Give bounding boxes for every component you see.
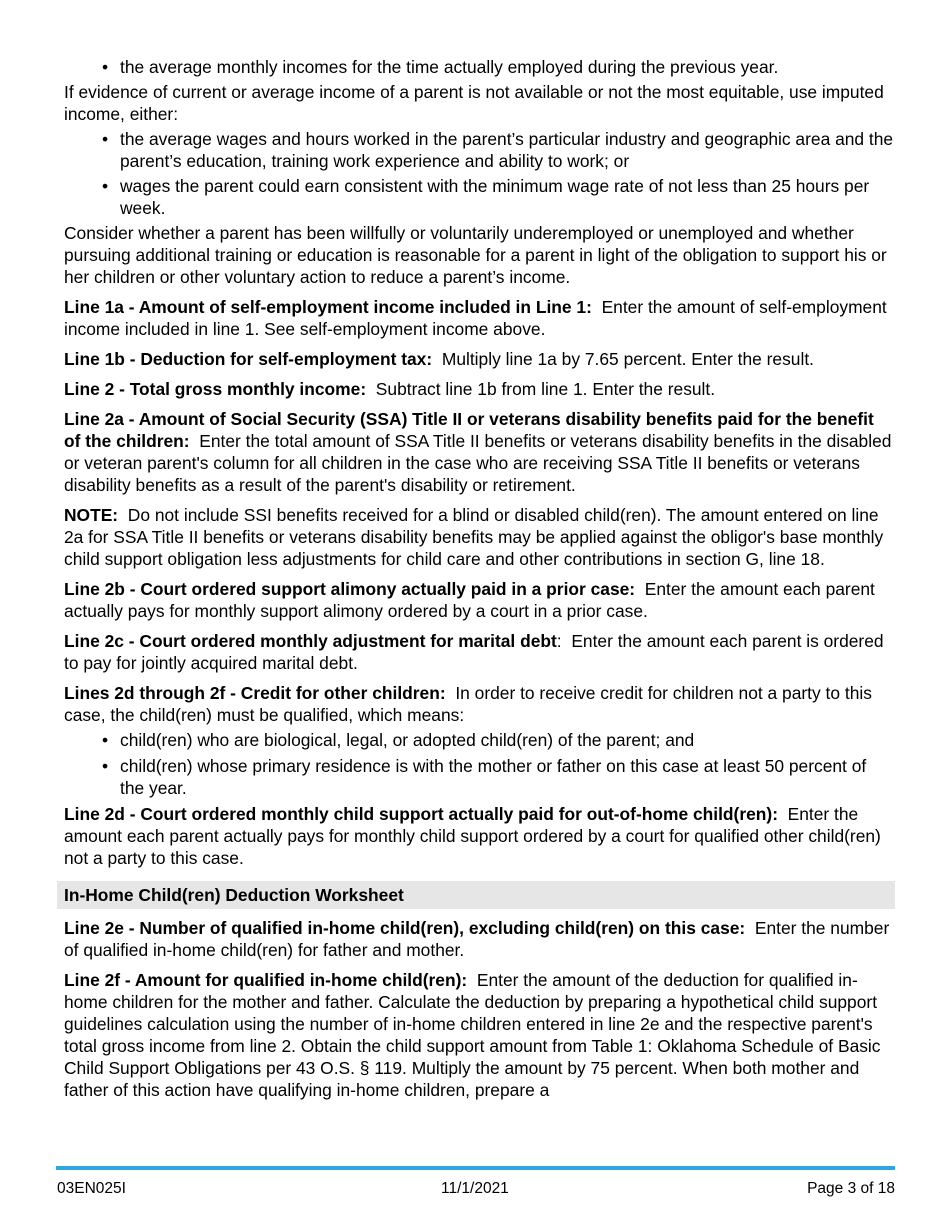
qualified-children-list: [64, 729, 894, 799]
page-footer: [57, 1178, 895, 1200]
line-2f-text: Enter the amount of the deduction for qualified in-home children for the mother and father. Calculate the deduction by preparing a hypothetical child support guidelines calculation using the number of in-home children entered in line 2e and the respective parent's total gross income from line 2. Obtain the child support amount from Table 1: Oklahoma Schedule of Basic Child Support Obligations per 43 O.S. § 119. Multiply the amount by 75 percent. When both mother and father of this action have qualifying in-home children, prepare a: [64, 970, 881, 1100]
line-2c-label: Line 2c - Court ordered monthly adjustment for marital debt: [64, 631, 557, 651]
underemployment-paragraph: Consider whether a parent has been willfully or voluntarily underemployed or unemployed and whether pursuing additional training or education is reasonable for a parent in light of the obligation to support his or her children or other voluntary action to reduce a parent’s income.: [64, 223, 887, 287]
line-2b-text: Enter the amount each parent actually pays for monthly support alimony ordered by a court in a prior case.: [64, 579, 875, 621]
document-body: [64, 56, 894, 1109]
line-2e-paragraph: [64, 917, 894, 961]
list-item: • wages the parent could earn consistent with the minimum wage rate of not less than 25 hours per week.: [64, 175, 894, 219]
line-2d-label: Line 2d - Court ordered monthly child support actually paid for out-of-home child(ren):: [64, 804, 778, 824]
line-2e-label: Line 2e - Number of qualified in-home child(ren), excluding child(ren) on this case:: [64, 918, 746, 938]
line-2-paragraph: [64, 378, 894, 400]
note-label: NOTE:: [64, 505, 119, 525]
note-paragraph: [64, 504, 894, 570]
line-2c-separator: :: [556, 631, 562, 651]
line-2e-text: Enter the number of qualified in-home child(ren) for father and mother.: [64, 918, 890, 960]
revision-date: 11/1/2021: [441, 1180, 509, 1197]
list-item: • child(ren) whose primary residence is with the mother or father on this case at least 50 percent of the year.: [64, 755, 894, 799]
line-2c-paragraph: [64, 630, 894, 674]
line-2c-text: Enter the amount each parent is ordered to pay for jointly acquired marital debt.: [64, 631, 884, 673]
lines-2d-2f-text: In order to receive credit for children not a party to this case, the child(ren) must be qualified, which means:: [64, 683, 872, 725]
imputed-income-list: [64, 128, 894, 219]
line-1b-paragraph: [64, 348, 894, 370]
line-1b-label: Line 1b - Deduction for self-employment tax:: [64, 349, 433, 369]
line-2-label: Line 2 - Total gross monthly income:: [64, 379, 367, 399]
line-1a-label: Line 1a - Amount of self-employment income included in Line 1:: [64, 297, 592, 317]
imputed-income-paragraph: If evidence of current or average income of a parent is not available or not the most equitable, use imputed income, either:: [64, 82, 884, 124]
line-1a-paragraph: [64, 296, 894, 340]
lines-2d-2f-label: Lines 2d through 2f - Credit for other children:: [64, 683, 446, 703]
line-2d-text: Enter the amount each parent actually pays for monthly child support ordered by a court for qualified other child(ren) not a party to this case.: [64, 804, 881, 868]
income-bullet-list: [64, 56, 894, 78]
list-item: • the average wages and hours worked in the parent’s particular industry and geographic area and the parent’s education, training work experience and ability to work; or: [64, 128, 894, 172]
lines-2d-2f-paragraph: [64, 682, 894, 726]
line-2d-paragraph: [64, 803, 894, 869]
line-2-text: Subtract line 1b from line 1. Enter the result.: [375, 379, 716, 399]
form-id: 03EN025I: [57, 1180, 126, 1197]
line-2b-label: Line 2b - Court ordered support alimony actually paid in a prior case:: [64, 579, 636, 599]
line-2a-paragraph: [64, 408, 894, 496]
footer-divider: [56, 1166, 895, 1170]
line-2a-text: Enter the total amount of SSA Title II benefits or veterans disability benefits in the disabled or veteran parent's column for all children in the case who are receiving SSA Title II benefits or veterans disability benefits as a result of the parent's disability or retirement.: [64, 431, 892, 495]
list-item: • the average monthly incomes for the time actually employed during the previous year.: [64, 56, 894, 78]
line-2a-label: Line 2a - Amount of Social Security (SSA) Title II or veterans disability benefits paid for the benefit of the children:: [64, 409, 874, 451]
line-1b-text: Multiply line 1a by 7.65 percent. Enter the result.: [441, 349, 814, 369]
list-item: • child(ren) who are biological, legal, or adopted child(ren) of the parent; and: [64, 729, 894, 751]
line-2b-paragraph: [64, 578, 894, 622]
line-2f-label: Line 2f - Amount for qualified in-home child(ren):: [64, 970, 468, 990]
page-number: Page 3 of 18: [807, 1180, 895, 1197]
line-1a-text: Enter the amount of self-employment income included in line 1. See self-employment income above.: [64, 297, 887, 339]
note-text: Do not include SSI benefits received for a blind or disabled child(ren). The amount entered on line 2a for SSA Title II benefits or veterans disability benefits may be applied against the obligor's base monthly child support obligation less adjustments for child care and other contributions in section G, line 18.: [64, 505, 884, 569]
line-2f-paragraph: [64, 969, 894, 1101]
worksheet-section-heading: In-Home Child(ren) Deduction Worksheet: [57, 881, 895, 909]
